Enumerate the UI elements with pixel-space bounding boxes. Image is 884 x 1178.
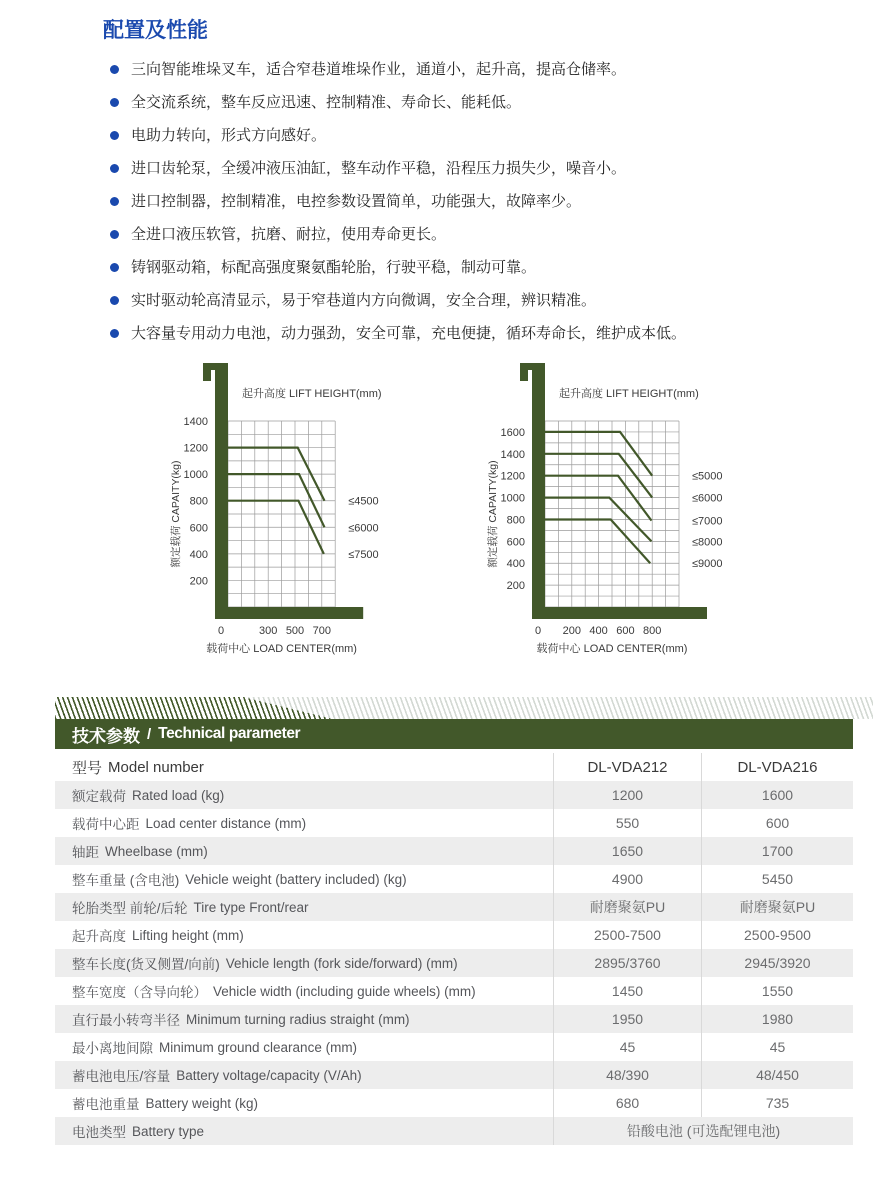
row-label-en: Wheelbase (mm) <box>105 843 208 859</box>
table-row <box>55 1033 853 1061</box>
bullet-icon <box>110 98 119 107</box>
row-label-zh: 额定载荷 <box>72 789 126 804</box>
y-tick-label: 200 <box>189 575 208 588</box>
row-label <box>55 949 553 977</box>
page-title: 配置及性能 <box>103 19 208 42</box>
table-row <box>55 921 853 949</box>
row-value: 550 <box>553 809 701 837</box>
row-value: 1950 <box>553 1005 701 1033</box>
row-label-zh: 蓄电池重量 <box>72 1097 140 1112</box>
row-label-en: Battery voltage/capacity (V/Ah) <box>176 1067 362 1083</box>
row-value: 1650 <box>553 837 701 865</box>
bullet-icon <box>110 131 119 140</box>
series-label: ≤4500 <box>348 495 379 508</box>
table-row <box>55 865 853 893</box>
row-value: 耐磨聚氨PU <box>701 893 853 921</box>
feature-text: 进口控制器，控制精准，电控参数设置简单，功能强大，故障率少。 <box>131 193 582 210</box>
feature-text: 大容量专用动力电池，动力强劲，安全可靠，充电便捷，循环寿命长，维护成本低。 <box>131 325 687 342</box>
y-tick-label: 1200 <box>500 470 526 483</box>
table-row <box>55 893 853 921</box>
y-tick-label: 800 <box>506 514 526 527</box>
row-value: 735 <box>701 1089 853 1117</box>
feature-text: 全进口液压软管，抗磨、耐拉，使用寿命更长。 <box>131 226 447 243</box>
row-label-zh: 整车宽度（含导向轮） <box>72 985 207 1000</box>
spec-table <box>55 753 853 1145</box>
row-label-zh: 起升高度 <box>72 929 126 944</box>
row-label <box>55 893 553 921</box>
row-value: 1600 <box>701 781 853 809</box>
row-label-en: Minimum ground clearance (mm) <box>159 1039 358 1055</box>
feature-item <box>110 192 884 211</box>
row-label-zh: 电池类型 <box>72 1125 126 1140</box>
row-value-span: 铅酸电池 (可选配锂电池) <box>553 1117 853 1145</box>
chart-title: 起升高度 LIFT HEIGHT(mm) <box>241 388 382 401</box>
y-tick-label: 1400 <box>500 448 526 461</box>
table-title-zh: 技术参数 <box>72 726 140 746</box>
table-row <box>55 837 853 865</box>
row-label-zh: 载荷中心距 <box>72 817 140 832</box>
table-row <box>55 1089 853 1117</box>
model-name: DL-VDA212 <box>553 753 701 781</box>
row-label <box>55 1033 553 1061</box>
feature-list <box>110 60 884 343</box>
table-row <box>55 1117 853 1145</box>
bullet-icon <box>110 263 119 272</box>
bullet-icon <box>110 164 119 173</box>
feature-text: 全交流系统，整车反应迅速、控制精准、寿命长、能耗低。 <box>131 94 522 111</box>
charts-row <box>167 357 884 670</box>
row-label-en: Vehicle width (including guide wheels) (mm) <box>213 983 476 999</box>
series-label: ≤5000 <box>692 470 723 483</box>
feature-text: 三向智能堆垛叉车，适合窄巷道堆垛作业，通道小，起升高，提高仓储率。 <box>131 61 627 78</box>
row-value: 2895/3760 <box>553 949 701 977</box>
series-label: ≤9000 <box>692 558 723 571</box>
feature-text: 电助力转向，形式方向感好。 <box>131 127 327 144</box>
chart-xlabel: 载荷中心 LOAD CENTER(mm) <box>536 643 688 655</box>
row-value: 680 <box>553 1089 701 1117</box>
x-tick-label: 0 <box>535 625 542 637</box>
x-tick-label: 800 <box>643 625 662 637</box>
table-row <box>55 949 853 977</box>
row-value: 2500-9500 <box>701 921 853 949</box>
feature-text: 实时驱动轮高清显示，易于窄巷道内方向微调，安全合理，辨识精准。 <box>131 292 597 309</box>
row-label-zh: 直行最小转弯半径 <box>72 1013 180 1028</box>
row-label <box>55 865 553 893</box>
row-label <box>55 753 553 781</box>
row-label-en: Rated load (kg) <box>132 787 225 803</box>
striped-decoration-dark <box>55 697 355 719</box>
y-tick-label: 1600 <box>500 426 526 439</box>
feature-item <box>110 291 884 310</box>
x-tick-label: 600 <box>616 625 635 637</box>
mast-axis-bar <box>532 363 545 619</box>
y-tick-label: 1200 <box>183 442 208 455</box>
striped-decoration <box>55 697 873 719</box>
row-value: 5450 <box>701 865 853 893</box>
y-tick-label: 400 <box>189 548 208 561</box>
row-value: 45 <box>701 1033 853 1061</box>
feature-text: 进口齿轮泵，全缓冲液压油缸，整车动作平稳，沿程压力损失少，噪音小。 <box>131 160 627 177</box>
load-capacity-chart-2 <box>484 357 741 670</box>
row-label <box>55 781 553 809</box>
row-label <box>55 1117 553 1145</box>
row-value: 1980 <box>701 1005 853 1033</box>
load-capacity-chart-1 <box>167 357 397 670</box>
feature-text: 铸钢驱动箱，标配高强度聚氨酯轮胎，行驶平稳，制动可靠。 <box>131 259 537 276</box>
mast-hook-stub <box>203 363 211 381</box>
row-label-en: Model number <box>108 758 204 776</box>
y-tick-label: 1400 <box>183 416 208 429</box>
row-label-zh: 轴距 <box>72 845 99 860</box>
row-value: 1700 <box>701 837 853 865</box>
capacity-chart <box>484 357 741 665</box>
row-value: 600 <box>701 809 853 837</box>
row-label-zh: 最小离地间隙 <box>72 1041 153 1056</box>
table-row <box>55 1061 853 1089</box>
x-tick-label: 0 <box>217 624 225 637</box>
row-label-zh: 整车重量 (含电池) <box>72 873 180 888</box>
row-label-en: Minimum turning radius straight (mm) <box>186 1011 410 1027</box>
row-label <box>55 1089 553 1117</box>
x-tick-label: 300 <box>259 624 278 637</box>
bullet-icon <box>110 197 119 206</box>
series-label: ≤6000 <box>348 522 379 535</box>
bullet-icon <box>110 329 119 338</box>
x-tick-label: 400 <box>589 625 608 637</box>
series-label: ≤7500 <box>348 548 379 561</box>
row-value: 45 <box>553 1033 701 1061</box>
chart-ylabel: 额定载荷 CAPAITY(kg) <box>170 460 182 568</box>
feature-item <box>110 225 884 244</box>
row-label-en: Battery type <box>132 1123 205 1139</box>
y-tick-label: 200 <box>506 580 526 593</box>
table-row <box>55 809 853 837</box>
series-label: ≤6000 <box>692 492 723 505</box>
series-label: ≤8000 <box>692 536 723 549</box>
row-label <box>55 921 553 949</box>
series-label: ≤7000 <box>692 515 723 528</box>
table-title-bar <box>55 719 853 749</box>
row-label <box>55 837 553 865</box>
feature-item <box>110 159 884 178</box>
y-tick-label: 600 <box>189 522 208 535</box>
fork-axis-bar <box>532 607 707 619</box>
feature-item <box>110 324 884 343</box>
table-row <box>55 781 853 809</box>
feature-item <box>110 60 884 79</box>
x-tick-label: 500 <box>285 624 305 637</box>
table-row <box>55 1005 853 1033</box>
fork-axis-bar <box>215 607 363 619</box>
y-tick-label: 1000 <box>183 469 208 482</box>
y-tick-label: 400 <box>506 558 526 571</box>
row-label-en: Vehicle weight (battery included) (kg) <box>185 871 407 887</box>
row-value: 2945/3920 <box>701 949 853 977</box>
feature-item <box>110 126 884 145</box>
table-title-en: Technical parameter <box>158 725 301 742</box>
feature-item <box>110 93 884 112</box>
y-tick-label: 600 <box>506 536 526 549</box>
feature-item <box>110 258 884 277</box>
row-label <box>55 809 553 837</box>
row-value: 48/390 <box>553 1061 701 1089</box>
table-row-model <box>55 753 853 781</box>
row-label <box>55 977 553 1005</box>
row-label-zh: 型号 <box>72 759 103 777</box>
x-tick-label: 700 <box>312 624 331 637</box>
row-label <box>55 1005 553 1033</box>
row-value: 1550 <box>701 977 853 1005</box>
bullet-icon <box>110 65 119 74</box>
y-tick-label: 1000 <box>500 492 526 505</box>
capacity-chart <box>167 357 397 665</box>
row-label-en: Battery weight (kg) <box>145 1095 259 1111</box>
model-name: DL-VDA216 <box>701 753 853 781</box>
row-value: 48/450 <box>701 1061 853 1089</box>
row-label-en: Vehicle length (fork side/forward) (mm) <box>225 955 458 971</box>
row-value: 1200 <box>553 781 701 809</box>
mast-axis-bar <box>215 363 228 619</box>
row-value: 耐磨聚氨PU <box>553 893 701 921</box>
bullet-icon <box>110 230 119 239</box>
row-label-en: Tire type Front/rear <box>193 899 309 915</box>
row-label <box>55 1061 553 1089</box>
chart-xlabel: 载荷中心 LOAD CENTER(mm) <box>206 642 357 655</box>
chart-title: 起升高度 LIFT HEIGHT(mm) <box>559 388 699 400</box>
row-label-en: Load center distance (mm) <box>145 815 307 831</box>
row-value: 2500-7500 <box>553 921 701 949</box>
x-tick-label: 200 <box>562 625 582 637</box>
bullet-icon <box>110 296 119 305</box>
y-tick-label: 800 <box>189 495 208 508</box>
row-label-zh: 轮胎类型 前轮/后轮 <box>72 901 188 916</box>
row-label-en: Lifting height (mm) <box>132 927 244 943</box>
chart-ylabel: 额定载荷 CAPAITY(kg) <box>487 460 500 568</box>
row-value: 4900 <box>553 865 701 893</box>
table-row <box>55 977 853 1005</box>
table-title-separator: / <box>147 725 152 743</box>
row-label-zh: 蓄电池电压/容量 <box>72 1069 171 1084</box>
row-label-zh: 整车长度(货叉侧置/向前) <box>72 957 220 972</box>
mast-hook-stub <box>520 363 528 381</box>
row-value: 1450 <box>553 977 701 1005</box>
